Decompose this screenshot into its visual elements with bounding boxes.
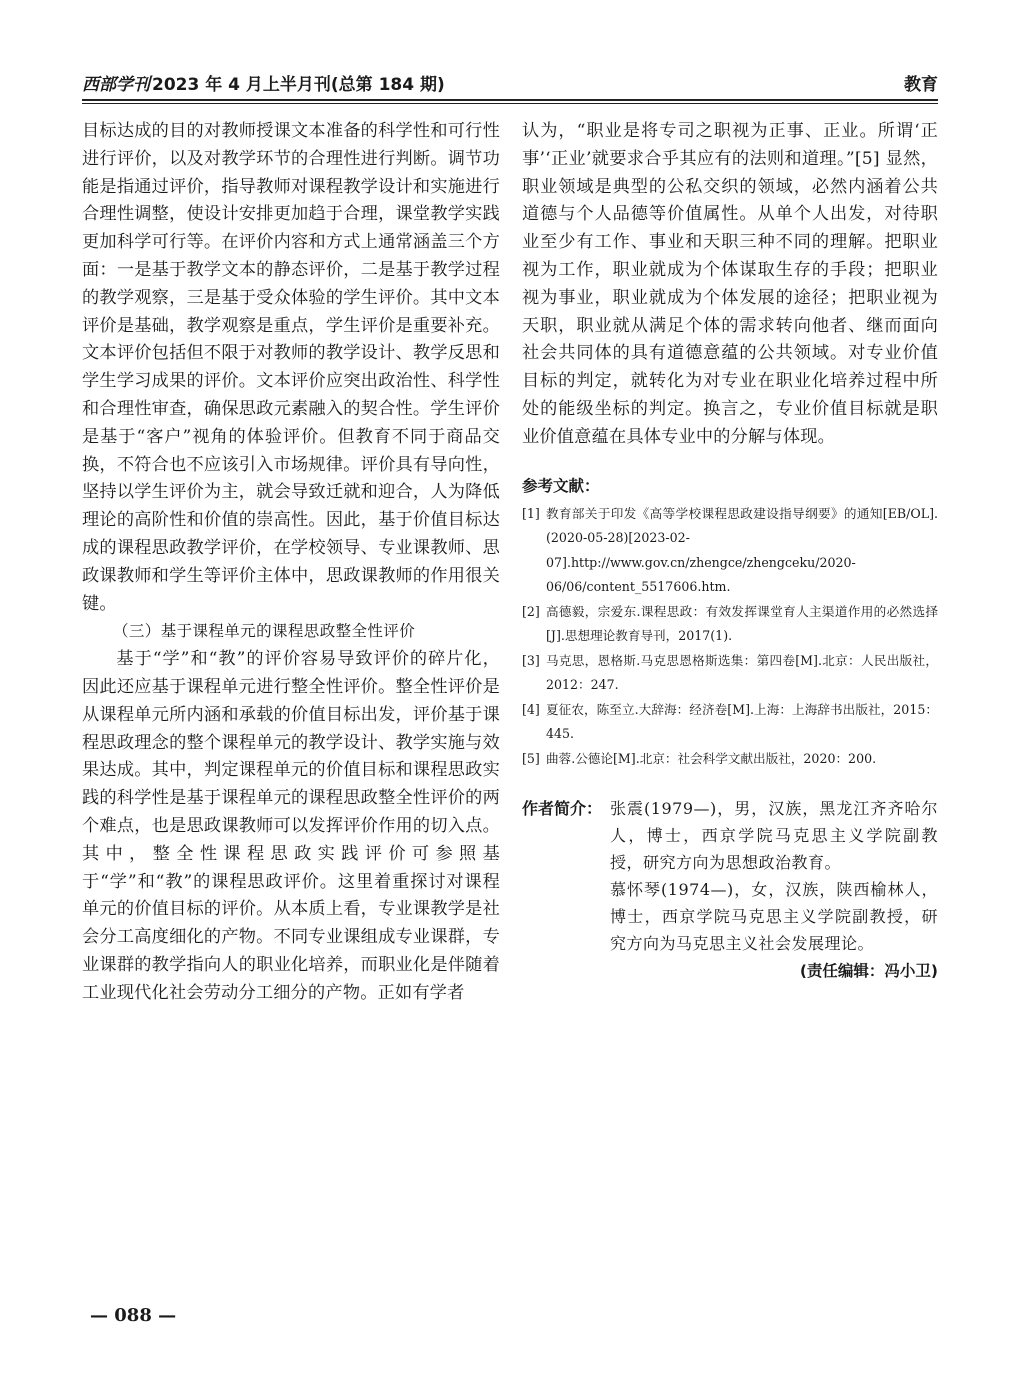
reference-number: [2] [522, 603, 540, 619]
reference-item [522, 649, 938, 698]
references-title: 参考文献： [522, 476, 600, 495]
reference-text: 高德毅，宗爱东.课程思政：有效发挥课堂育人主渠道作用的必然选择[J].思想理论教育导刊，2017(1). [546, 603, 938, 644]
header-journal-issue [82, 72, 445, 98]
author-bio [522, 795, 938, 957]
author-bio-entry: 张震(1979—)，男，汉族，黑龙江齐齐哈尔人，博士，西京学院马克思主义学院副教授，研究方向为思想政治教育。 [610, 799, 938, 873]
reference-item [522, 698, 938, 747]
author-bio-entry: 慕怀琴(1974—)，女，汉族，陕西榆林人，博士，西京学院马克思主义学院副教授，研究方向为马克思主义社会发展理论。 [610, 880, 938, 954]
header-rule-thin [82, 103, 938, 104]
reference-number: [1] [522, 505, 540, 521]
references-list [522, 502, 938, 772]
page-number: — 088 — [90, 1305, 177, 1326]
left-column [82, 118, 500, 1008]
running-header [82, 72, 938, 102]
reference-item [522, 747, 938, 772]
section-subheading: （三）基于课程单元的课程思政整全性评价 [113, 622, 416, 641]
reference-text: 夏征农，陈至立.大辞海：经济卷[M].上海：上海辞书出版社，2015：445. [546, 701, 938, 742]
reference-text: 教育部关于印发《高等学校课程思政建设指导纲要》的通知[EB/OL].(2020-05-28)[2023-02-07].http://www.gov.cn/zhengce/zhengceku/2020-06/06/content_5517606.htm. [546, 505, 938, 595]
author-bio-label: 作者简介： [522, 799, 603, 819]
issue-info: 2023 年 4 月上半月刊(总第 184 期) [152, 75, 445, 95]
reference-number: [3] [522, 652, 540, 668]
body-paragraph: 目标达成的目的对教师授课文本准备的科学性和可行性进行评价，以及对教学环节的合理性进行判断。调节功能是指通过评价，指导教师对课程教学设计和实施进行合理性调整，使设计安排更加趋于合理，课堂教学实践更加科学可行等。在评价内容和方式上通常涵盖三个方面：一是基于教学文本的静态评价，二是基于教学过程的教学观察，三是基于受众体验的学生评价。其中文本评价是基础，教学观察是重点，学生评价是重要补充。文本评价包括但不限于对教师的教学设计、教学反思和学生学习成果的评价。文本评价应突出政治性、科学性和合理性审查，确保思政元素融入的契合性。学生评价是基于“客户”视角的体验评价。但教育不同于商品交换，不符合也不应该引入市场规律。评价具有导向性，坚持以学生评价为主，就会导致迁就和迎合，人为降低理论的高阶性和价值的崇高性。因此，基于价值目标达成的课程思政教学评价，在学校领导、专业课教师、思政课教师和学生等评价主体中，思政课教师的作用很关键。 [82, 121, 500, 614]
reference-text: 马克思，恩格斯.马克思恩格斯选集：第四卷[M].北京：人民出版社，2012：247. [546, 652, 938, 693]
reference-item [522, 502, 938, 600]
header-rule [82, 99, 938, 101]
reference-number: [4] [522, 701, 540, 717]
reference-number: [5] [522, 750, 540, 766]
reference-text: 曲蓉.公德论[M].北京：社会科学文献出版社，2020：200. [546, 750, 877, 766]
responsible-editor: (责任编辑：冯小卫) [799, 962, 938, 981]
right-column [522, 118, 938, 981]
journal-name: 西部学刊 [82, 75, 150, 95]
body-paragraph: 基于“学”和“教”的评价容易导致评价的碎片化，因此还应基于课程单元进行整全性评价。整全性评价是从课程单元所内涵和承载的价值目标出发，评价基于课程思政理念的整个课程单元的教学设计、教学实施与效果达成。其中，判定课程单元的价值目标和课程思政实践的科学性是基于课程单元的课程思政整全性评价的两个难点，也是思政课教师可以发挥评价作用的切入点。其中，整全性课程思政实践评价可参照基于“学”和“教”的课程思政评价。这里着重探讨对课程单元的价值目标的评价。从本质上看，专业课教学是社会分工高度细化的产物。不同专业课组成专业课群，专业课群的教学指向人的职业化培养，而职业化是伴随着工业现代化社会劳动分工细分的产物。正如有学者 [82, 649, 500, 1003]
body-paragraph: 认为，“职业是将专司之职视为正事、正业。所谓‘正事’‘正业’就要求合乎其应有的法则和道理。”[5] 显然，职业领域是典型的公私交织的领域，必然内涵着公共道德与个人品德等价值属性。从单个人出发，对待职业至少有工作、事业和天职三种不同的理解。把职业视为工作，职业就成为个体谋取生存的手段；把职业视为事业，职业就成为个体发展的途径；把职业视为天职，职业就从满足个体的需求转向他者、继而面向社会共同体的具有道德意蕴的公共领域。对专业价值目标的判定，就转化为对专业在职业化培养过程中所处的能级坐标的判定。换言之，专业价值目标就是职业价值意蕴在具体专业中的分解与体现。 [522, 121, 938, 447]
reference-item [522, 600, 938, 649]
section-name: 教育 [904, 75, 938, 95]
